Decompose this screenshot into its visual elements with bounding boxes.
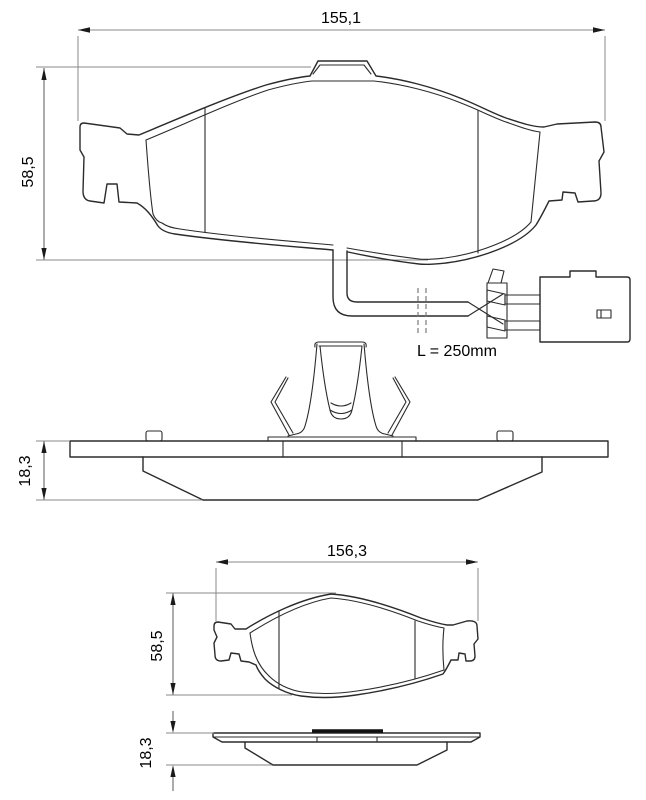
spring-curl-mark [331,403,351,406]
connector-keyway [597,310,611,318]
lead-length-label: L = 250mm [417,343,497,360]
spring-outer-left [288,344,317,436]
dim-label-18-3-mid: 18,3 [17,455,34,487]
friction-left-edge [146,140,162,223]
spring-curl-mark [330,410,352,414]
friction-block-side-plain [245,742,447,765]
dim-label-18-3-bottom: 18,3 [138,737,155,769]
retaining-spring-clip [271,342,410,436]
friction-left-edge-plain [250,633,269,676]
tab-inner-line [313,65,371,74]
connector-prong-lower [505,321,540,330]
spring-arm-right [392,377,410,435]
side-view-plain [138,711,480,791]
connector-latch [488,269,504,283]
dim-label-155-1: 155,1 [320,10,362,27]
dim-label-58-5-top: 58,5 [20,156,37,188]
friction-block-side [143,457,542,500]
wire-inner [347,251,468,302]
side-view-with-clip [17,342,608,500]
bottom-inner-right [347,222,531,259]
wear-sensor-assembly [333,250,630,360]
bottom-width-dimension [216,543,478,621]
dim-label-58-5-bottom: 58,5 [149,630,166,662]
bottom-thickness-dimension [138,711,272,791]
friction-right-edge-plain [443,628,444,670]
spring-arm-left [271,377,289,435]
plate-lug-left [146,431,162,441]
pad-outline [80,61,604,264]
plate-lug-right [497,431,513,441]
friction-right-edge [531,132,540,222]
backing-plate-side [70,441,608,457]
pad-front-view-plain [214,594,478,697]
pad-outline-plain [214,594,478,697]
connector-body [540,271,630,342]
pad-front-view-with-sensor [80,61,604,264]
dim-label-156-3: 156,3 [326,543,368,560]
connector-prong-upper [505,295,540,304]
spring-outer-right [364,344,393,436]
middle-thickness-dimension [17,441,202,500]
spring-inner-cup [320,346,362,419]
top-height-dimension [20,67,428,260]
bottom-height-dimension [149,593,336,695]
